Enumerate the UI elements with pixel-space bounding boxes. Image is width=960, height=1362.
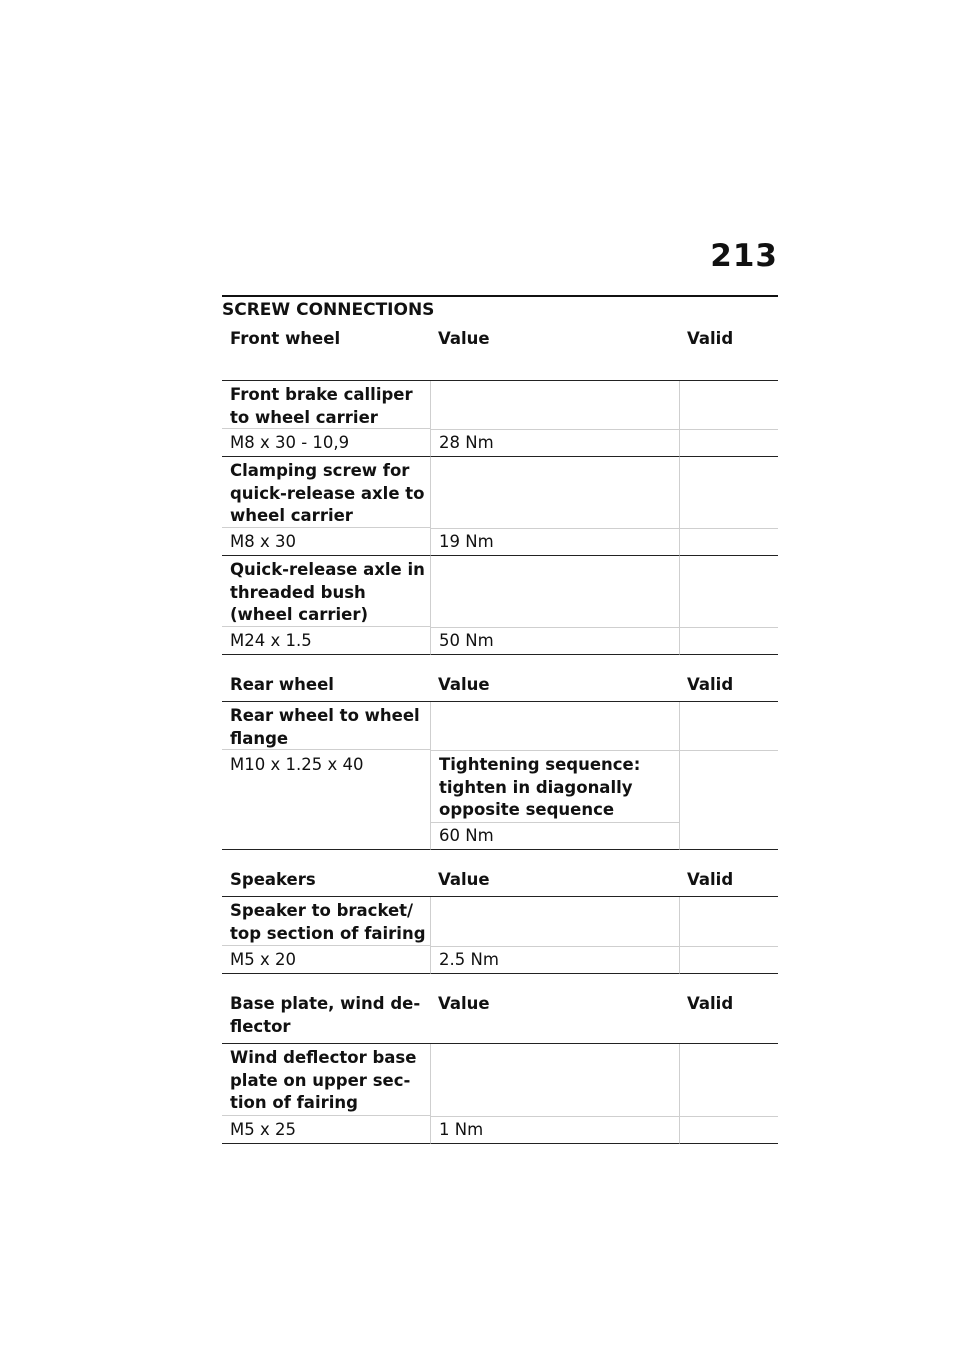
speakers-table — [222, 850, 778, 974]
entry-title: Front brake calliper to wheel carrier — [222, 381, 430, 429]
entry-valid — [679, 751, 778, 850]
entry-value-blank — [430, 457, 679, 529]
column-header-valid: Valid — [679, 324, 778, 381]
entry-value: 50 Nm — [430, 628, 679, 655]
entry-title: Quick-release axle in threaded bush (wheel carrier) — [222, 556, 430, 627]
entry-value: 1 Nm — [430, 1117, 679, 1144]
entry-value: 19 Nm — [430, 529, 679, 556]
column-header-part: Rear wheel — [222, 655, 430, 702]
entry-spec: M5 x 20 — [222, 947, 430, 974]
entry-note: Tightening sequence: tighten in diagonally opposite sequence — [430, 751, 679, 823]
entry-valid-blank — [679, 381, 778, 430]
column-header-value: Value — [430, 655, 679, 702]
column-header-part: Base plate, wind de- flector — [222, 974, 430, 1044]
entry-valid — [679, 529, 778, 556]
entry-valid — [679, 947, 778, 974]
entry-value-blank — [430, 381, 679, 430]
entry-valid-blank — [679, 457, 778, 529]
column-header-valid: Valid — [679, 974, 778, 1044]
entry-valid-blank — [679, 556, 778, 628]
column-header-value: Value — [430, 324, 679, 381]
entry-spec: M8 x 30 - 10,9 — [222, 430, 430, 457]
entry-value-blank — [430, 702, 679, 751]
entry-spec: M24 x 1.5 — [222, 628, 430, 655]
column-header-value: Value — [430, 850, 679, 897]
wind-deflector-table — [222, 974, 778, 1144]
rear-wheel-table — [222, 655, 778, 850]
entry-spec: M5 x 25 — [222, 1117, 430, 1144]
entry-title: Speaker to bracket/ top section of fairing — [222, 897, 430, 946]
column-header-valid: Valid — [679, 850, 778, 897]
entry-value: 28 Nm — [430, 430, 679, 457]
column-header-valid: Valid — [679, 655, 778, 702]
entry-value-blank — [430, 897, 679, 947]
entry-valid-blank — [679, 1044, 778, 1117]
front-wheel-table — [222, 324, 778, 655]
entry-value: 2.5 Nm — [430, 947, 679, 974]
page-number: 213 — [710, 238, 778, 274]
entry-valid-blank — [679, 702, 778, 751]
entry-spec: M8 x 30 — [222, 529, 430, 556]
column-header-part: Front wheel — [222, 324, 430, 381]
entry-valid-blank — [679, 897, 778, 947]
column-header-value: Value — [430, 974, 679, 1044]
entry-valid — [679, 1117, 778, 1144]
column-header-part: Speakers — [222, 850, 430, 897]
entry-value: 60 Nm — [430, 823, 679, 850]
entry-valid — [679, 628, 778, 655]
entry-spec: M10 x 1.25 x 40 — [222, 751, 430, 850]
entry-title: Wind deflector base plate on upper sec- tion of fairing — [222, 1044, 430, 1116]
entry-value-blank — [430, 556, 679, 628]
section-title: SCREW CONNECTIONS — [222, 295, 778, 324]
entry-valid — [679, 430, 778, 457]
entry-value-blank — [430, 1044, 679, 1117]
entry-title: Rear wheel to wheel flange — [222, 702, 430, 750]
page-content — [222, 295, 778, 1144]
entry-title: Clamping screw for quick-release axle to wheel carrier — [222, 457, 430, 528]
